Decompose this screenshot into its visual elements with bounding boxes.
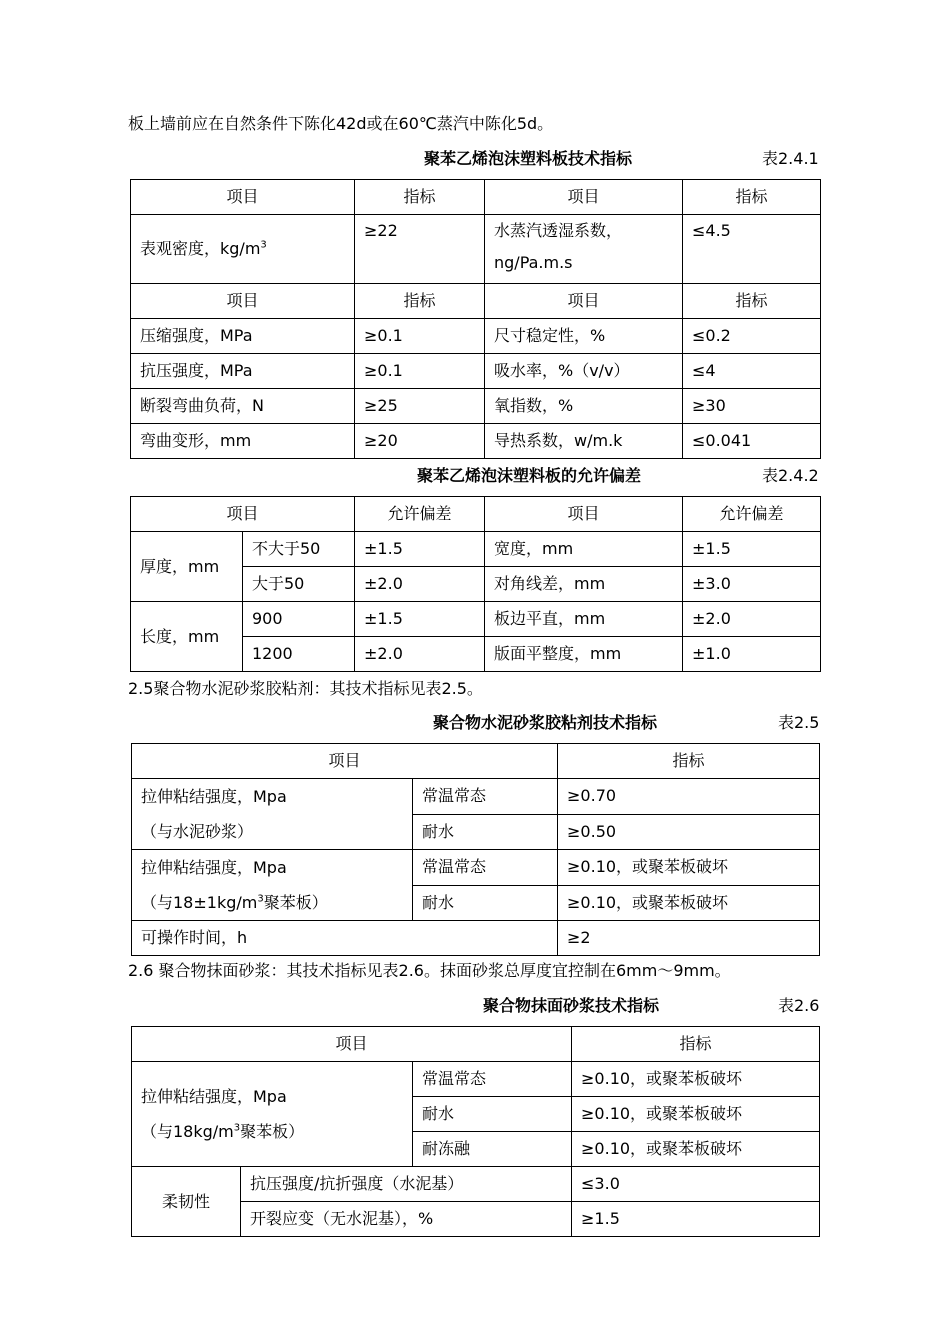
table2-cell: ±2.0 xyxy=(355,567,485,602)
table2-number: 表2.4.2 xyxy=(762,466,819,485)
table1-cell xyxy=(131,215,355,284)
intro-paragraph: 板上墙前应在自然条件下陈化42d或在60℃蒸汽中陈化5d。 xyxy=(128,114,554,133)
table-row xyxy=(132,921,820,956)
table2-length-label: 长度，mm xyxy=(131,602,243,672)
table-row xyxy=(132,779,820,815)
table2-thickness-label: 厚度，mm xyxy=(131,532,243,602)
table1-header-index: 指标 xyxy=(683,284,821,319)
table4-cell: 耐水 xyxy=(413,1097,572,1132)
table3-cell: 耐水 xyxy=(413,814,558,850)
table2-cell: 宽度，mm xyxy=(485,532,683,567)
table2-cell: ±1.5 xyxy=(355,602,485,637)
table3-cell: ≥0.70 xyxy=(558,779,820,815)
table2-cell: 大于50 xyxy=(243,567,355,602)
table-row xyxy=(131,354,821,389)
table2-cell: ±2.0 xyxy=(355,637,485,672)
table2-cell: 版面平整度，mm xyxy=(485,637,683,672)
table3-title: 聚合物水泥砂浆胶粘剂技术指标 xyxy=(433,713,658,732)
table3-cell: 可操作时间，h xyxy=(132,921,558,956)
table2-header-deviation: 允许偏差 xyxy=(355,497,485,532)
table1-header-item: 项目 xyxy=(485,284,683,319)
table4-cell xyxy=(132,1062,413,1167)
table1-cell: 抗压强度，MPa xyxy=(131,354,355,389)
table3-group1-label-2: （与水泥砂浆） xyxy=(141,822,254,841)
table1-header-index: 指标 xyxy=(355,180,485,215)
table3-cell: ≥0.10，或聚苯板破坏 xyxy=(558,885,820,921)
table1-vapor-label-2: ng/Pa.m.s xyxy=(494,253,573,272)
table1-cell: 压缩强度，MPa xyxy=(131,319,355,354)
table4-cell: ≤3.0 xyxy=(572,1167,820,1202)
table2-cell: ±1.5 xyxy=(683,532,821,567)
table2-header-item: 项目 xyxy=(131,497,355,532)
table1-cell: ≤4 xyxy=(683,354,821,389)
table2-header-item: 项目 xyxy=(485,497,683,532)
table4-cell: 耐冻融 xyxy=(413,1132,572,1167)
table3-group2-label-2a: （与18±1kg/m xyxy=(141,893,258,912)
table4-cell: ≥1.5 xyxy=(572,1202,820,1237)
table3-group2-sup: 3 xyxy=(257,893,264,905)
table2-cell: 不大于50 xyxy=(243,532,355,567)
table-row xyxy=(132,850,820,886)
table1-header-index: 指标 xyxy=(683,180,821,215)
table3-header-index: 指标 xyxy=(558,744,820,779)
table4-cell: ≥0.10，或聚苯板破坏 xyxy=(572,1062,820,1097)
table3-cell: ≥0.50 xyxy=(558,814,820,850)
table1-vapor-label-1: 水蒸汽透湿系数， xyxy=(494,221,623,240)
table-row xyxy=(131,532,821,567)
table3-number: 表2.5 xyxy=(778,713,820,732)
table1-title: 聚苯乙烯泡沫塑料板技术指标 xyxy=(424,149,633,168)
table-row xyxy=(131,319,821,354)
table4-group1-label-1: 拉伸粘结强度，Mpa xyxy=(141,1087,287,1106)
table-row xyxy=(131,389,821,424)
table-row xyxy=(132,1167,820,1202)
table2-cell: 对角线差，mm xyxy=(485,567,683,602)
table1-cell: 断裂弯曲负荷，N xyxy=(131,389,355,424)
table4-group1-sup: 3 xyxy=(233,1122,241,1134)
table1-header-item: 项目 xyxy=(131,180,355,215)
table3-group2-label-1: 拉伸粘结强度，Mpa xyxy=(141,858,287,877)
table4-number: 表2.6 xyxy=(778,996,820,1015)
table-row xyxy=(131,424,821,459)
table4-title: 聚合物抹面砂浆技术指标 xyxy=(483,996,660,1015)
table4-header-index: 指标 xyxy=(572,1027,820,1062)
table3-cell: 常温常态 xyxy=(413,850,558,886)
table3-group2-label-2 xyxy=(141,885,403,920)
table1-cell: ≤0.041 xyxy=(683,424,821,459)
table1-cell: 氧指数，% xyxy=(485,389,683,424)
table4-render-mortar-specs xyxy=(131,1026,820,1237)
table4-group1-label-2 xyxy=(141,1114,403,1149)
table3-group2-label-2b: 聚苯板） xyxy=(263,893,328,912)
table1-number: 表2.4.1 xyxy=(762,149,819,168)
table2-cell: 板边平直，mm xyxy=(485,602,683,637)
table1-cell: ≥30 xyxy=(683,389,821,424)
table1-cell: 弯曲变形，mm xyxy=(131,424,355,459)
table1-cell: 导热系数，w/m.k xyxy=(485,424,683,459)
table1-cell: ≤4.5 xyxy=(683,215,821,284)
paragraph-2-6: 2.6 聚合物抹面砂浆：其技术指标见表2.6。抹面砂浆总厚度宜控制在6mm～9mm。 xyxy=(128,961,731,980)
table2-cell: ±1.5 xyxy=(355,532,485,567)
table4-cell: ≥0.10，或聚苯板破坏 xyxy=(572,1097,820,1132)
table-row xyxy=(131,602,821,637)
table2-cell: 1200 xyxy=(243,637,355,672)
table3-cell: 常温常态 xyxy=(413,779,558,815)
table1-foam-board-specs xyxy=(130,179,821,459)
table2-cell: ±2.0 xyxy=(683,602,821,637)
table1-density-sup: 3 xyxy=(260,239,267,251)
table3-cell xyxy=(132,850,413,921)
table1-header-item: 项目 xyxy=(485,180,683,215)
table1-cell xyxy=(485,215,683,284)
table4-header-item: 项目 xyxy=(132,1027,572,1062)
table1-cell: ≥25 xyxy=(355,389,485,424)
table4-cell: 抗压强度/抗折强度（水泥基） xyxy=(241,1167,572,1202)
table3-cell: ≥2 xyxy=(558,921,820,956)
table1-cell: ≥22 xyxy=(355,215,485,284)
table4-group1-label-2b: 聚苯板） xyxy=(240,1122,305,1141)
table3-cell: 耐水 xyxy=(413,885,558,921)
table2-tolerances xyxy=(130,496,821,672)
table1-cell: ≥0.1 xyxy=(355,319,485,354)
table3-cell xyxy=(132,779,413,850)
table4-flexibility-label: 柔韧性 xyxy=(132,1167,241,1237)
table-row xyxy=(132,1062,820,1097)
table1-cell: ≥0.1 xyxy=(355,354,485,389)
table4-cell: 常温常态 xyxy=(413,1062,572,1097)
table4-cell: 开裂应变（无水泥基），% xyxy=(241,1202,572,1237)
table4-group1-label-2a: （与18kg/m xyxy=(141,1122,234,1141)
table1-header-item: 项目 xyxy=(131,284,355,319)
table2-title: 聚苯乙烯泡沫塑料板的允许偏差 xyxy=(417,466,642,485)
table1-cell: 尺寸稳定性，% xyxy=(485,319,683,354)
table1-cell: 吸水率，%（v/v） xyxy=(485,354,683,389)
table1-header-index: 指标 xyxy=(355,284,485,319)
table3-cell: ≥0.10，或聚苯板破坏 xyxy=(558,850,820,886)
table4-cell: ≥0.10，或聚苯板破坏 xyxy=(572,1132,820,1167)
table2-header-deviation: 允许偏差 xyxy=(683,497,821,532)
paragraph-2-5: 2.5聚合物水泥砂浆胶粘剂：其技术指标见表2.5。 xyxy=(128,679,483,698)
table3-group1-label-1: 拉伸粘结强度，Mpa xyxy=(141,787,287,806)
table1-cell: ≤0.2 xyxy=(683,319,821,354)
table3-header-item: 项目 xyxy=(132,744,558,779)
table2-cell: ±3.0 xyxy=(683,567,821,602)
table2-cell: 900 xyxy=(243,602,355,637)
table1-density-label: 表观密度，kg/m xyxy=(140,239,261,258)
table3-adhesive-specs xyxy=(131,743,820,956)
table1-cell: ≥20 xyxy=(355,424,485,459)
table2-cell: ±1.0 xyxy=(683,637,821,672)
